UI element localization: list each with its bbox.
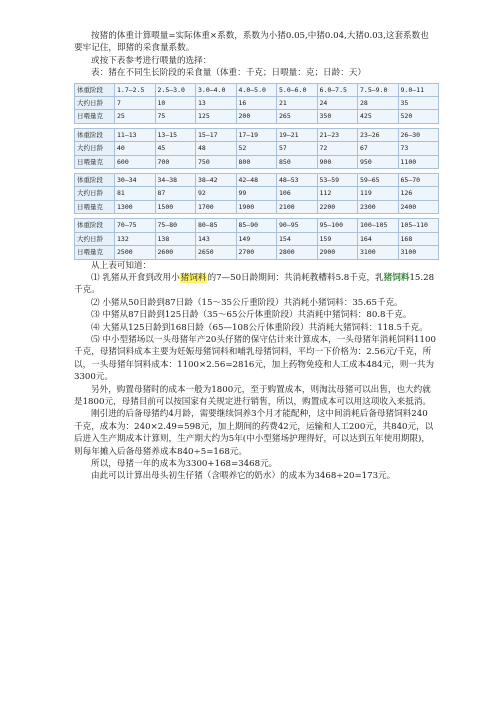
table-cell: 200: [236, 110, 277, 123]
row-label: 日喂量克: [75, 155, 115, 168]
list-item: ⑴ 乳猪从开食到改用小猪饲料的7—50日龄期间：共消耗教槽料5.8千克，乳猪饲料15.28千克。: [74, 272, 435, 296]
table-cell: 95—100: [317, 219, 358, 232]
table-row: [75, 174, 439, 187]
row-label: 大约日龄: [75, 142, 115, 155]
table-cell: 52: [236, 142, 277, 155]
body-paragraph: 刚引进的后备母猪约4月龄，需要继续饲养3个月才能配种，这中间消耗后备母猪饲料240千克，成本为：240×2.49=598元，加上期间的药费42元，运输和人工200元，共840元，以后进入生产期成本计算则，生产期大约为5年(中小型猪场护理得好，可以达到五年使用期限)，则每年摊入后备母猪养成本840÷5=168元。: [74, 409, 434, 457]
table-cell: 350: [317, 110, 358, 123]
table-cell: 75: [155, 110, 196, 123]
table-row: [75, 128, 439, 141]
table-cell: 5.0—6.0: [277, 83, 318, 96]
table-row: [75, 246, 439, 259]
feed-table: [74, 83, 436, 260]
document-page: [74, 30, 436, 483]
table-cell: 1500: [155, 200, 196, 213]
table-cell: 2600: [155, 246, 196, 259]
table-cell: 25: [115, 110, 156, 123]
table-cell: 126: [398, 187, 439, 200]
table-cell: 119: [358, 187, 399, 200]
table-block: [74, 218, 439, 259]
table-cell: 13: [196, 97, 237, 110]
table-cell: 2800: [277, 246, 318, 259]
table-cell: 81: [115, 187, 156, 200]
table-cell: 106: [277, 187, 318, 200]
body-paragraph: 由此可以计算出母头初生仔猪（含喂养它的奶水）的成本为3468÷20=173元。: [91, 471, 396, 482]
table-cell: 40: [115, 142, 156, 155]
table-row: [75, 219, 439, 232]
table-cell: 48: [196, 142, 237, 155]
row-label: 日喂量克: [75, 110, 115, 123]
table-cell: 16: [236, 97, 277, 110]
table-row: [75, 155, 439, 168]
table-cell: 48—53: [277, 174, 318, 187]
row-label: 体重阶段: [75, 219, 115, 232]
table-cell: 4.0—5.0: [236, 83, 277, 96]
table-cell: 45: [155, 142, 196, 155]
table-cell: 3100: [398, 246, 439, 259]
table-cell: 85—90: [236, 219, 277, 232]
table-cell: 168: [398, 232, 439, 245]
table-cell: 59—65: [358, 174, 399, 187]
row-label: 体重阶段: [75, 128, 115, 141]
table-cell: 950: [358, 155, 399, 168]
table-cell: 57: [277, 142, 318, 155]
table-cell: 65—70: [398, 174, 439, 187]
table-cell: 24: [317, 97, 358, 110]
table-cell: 2100: [277, 200, 318, 213]
table-cell: 75—80: [155, 219, 196, 232]
table-cell: 17—19: [236, 128, 277, 141]
row-label: 大约日龄: [75, 97, 115, 110]
row-label: 体重阶段: [75, 174, 115, 187]
table-cell: 13—15: [155, 128, 196, 141]
table-cell: 10: [155, 97, 196, 110]
table-cell: 87: [155, 187, 196, 200]
table-row: [75, 200, 439, 213]
row-label: 日喂量克: [75, 246, 115, 259]
table-cell: 132: [115, 232, 156, 245]
intro-line: 或按下表参考进行喂量的选择：: [91, 55, 212, 66]
table-block: [74, 173, 439, 214]
table-row: [75, 142, 439, 155]
table-cell: 700: [155, 155, 196, 168]
table-cell: 1.7—2.5: [115, 83, 156, 96]
table-cell: 1100: [398, 155, 439, 168]
table-row: [75, 232, 439, 245]
table-cell: 9.0—11: [398, 83, 439, 96]
table-cell: 143: [196, 232, 237, 245]
table-cell: 1300: [115, 200, 156, 213]
table-cell: 900: [317, 155, 358, 168]
table-cell: 3100: [358, 246, 399, 259]
table-cell: 73: [398, 142, 439, 155]
table-cell: 15—17: [196, 128, 237, 141]
table-cell: 750: [196, 155, 237, 168]
table-cell: 80—85: [196, 219, 237, 232]
list-item: ⑶ 中猪从87日龄到125日龄（35～65公斤体重阶段）共消耗中猪饲料：80.8千克。: [91, 310, 412, 321]
table-cell: 6.0—7.5: [317, 83, 358, 96]
table-cell: 38—42: [196, 174, 237, 187]
table-cell: 30—34: [115, 174, 156, 187]
table-row: [75, 187, 439, 200]
row-label: 日喂量克: [75, 200, 115, 213]
table-cell: 600: [115, 155, 156, 168]
row-label: 大约日龄: [75, 187, 115, 200]
table-cell: 800: [236, 155, 277, 168]
table-cell: 850: [277, 155, 318, 168]
table-cell: 23—26: [358, 128, 399, 141]
table-cell: 26—30: [398, 128, 439, 141]
table-cell: 159: [317, 232, 358, 245]
table-cell: 2.5—3.0: [155, 83, 196, 96]
table-cell: 28: [358, 97, 399, 110]
table-block: [74, 128, 439, 169]
table-cell: 34—38: [155, 174, 196, 187]
table-cell: 2200: [317, 200, 358, 213]
table-cell: 21—23: [317, 128, 358, 141]
table-cell: 99: [236, 187, 277, 200]
table-cell: 265: [277, 110, 318, 123]
intro-paragraph: 按猪的体重计算喂量=实际体重×系数，系数为小猪0.05,中猪0.04,大猪0.03,这套系数也要牢记住，即猪的采食量系数。: [74, 31, 429, 54]
table-cell: 112: [317, 187, 358, 200]
table-cell: 425: [358, 110, 399, 123]
table-row: [75, 97, 439, 110]
table-cell: 21: [277, 97, 318, 110]
table-cell: 42—48: [236, 174, 277, 187]
table-caption: 表：猪在不同生长阶段的采食量（体重：千克；日喂量：克；日龄：天）: [91, 68, 367, 79]
table-cell: 7.5—9.0: [358, 83, 399, 96]
table-cell: 1900: [236, 200, 277, 213]
table-cell: 92: [196, 187, 237, 200]
body-paragraph: 从上表可知道：: [91, 260, 152, 271]
table-cell: 164: [358, 232, 399, 245]
list-item: ⑷ 大猪从125日龄到168日龄（65—108公斤体重阶段）共消耗大猪饲料：118.5千克。: [91, 322, 428, 333]
table-cell: 7: [115, 97, 156, 110]
table-cell: 53—59: [317, 174, 358, 187]
list-item: ⑵ 小猪从50日龄到87日龄（15～35公斤重阶段）共消耗小猪饲料：35.65千克。: [91, 297, 403, 308]
table-cell: 105—110: [398, 219, 439, 232]
table-row: [75, 83, 439, 96]
table-cell: 138: [155, 232, 196, 245]
table-cell: 154: [277, 232, 318, 245]
table-cell: 70—75: [115, 219, 156, 232]
table-cell: 149: [236, 232, 277, 245]
list-item: ⑸ 中小型猪场以一头母猪年产20头仔猪的保守估计来计算成本，一头母猪年消耗饲料1100千克，母猪饲料成本主要为妊娠母猪饲料和哺乳母猪饲料，平均一下价格为：2.56元/千克，所以，一头母猪年饲料成本：1100×2.56=2816元，加上药物免疫和人工成本484元，则一共为3300元。: [74, 334, 436, 383]
table-cell: 2400: [398, 200, 439, 213]
table-cell: 72: [317, 142, 358, 155]
body-paragraph: 另外，购置母猪时的成本一般为1800元，至于购置成本，则淘汰母猪可以出售，也大约就是1800元，母猪目前可以按国家有关规定进行销售，所以，购置成本可以用这项收入来抵消。: [74, 384, 432, 407]
body-paragraph: 所以，母猪一年的成本为3300+168=3468元。: [91, 459, 278, 469]
highlight-green: 猪饲料: [383, 272, 410, 283]
table-cell: 19—21: [277, 128, 318, 141]
table-cell: 11—13: [115, 128, 156, 141]
table-cell: 2700: [236, 246, 277, 259]
table-row: [75, 110, 439, 123]
table-cell: 2500: [115, 246, 156, 259]
table-cell: 125: [196, 110, 237, 123]
highlight: 猪饲料: [180, 272, 207, 283]
table-cell: 2650: [196, 246, 237, 259]
table-cell: 3.0—4.0: [196, 83, 237, 96]
table-cell: 2300: [358, 200, 399, 213]
table-cell: 90—95: [277, 219, 318, 232]
table-block: [74, 83, 439, 124]
table-cell: 67: [358, 142, 399, 155]
table-cell: 520: [398, 110, 439, 123]
table-cell: 2900: [317, 246, 358, 259]
row-label: 大约日龄: [75, 232, 115, 245]
table-cell: 100—105: [358, 219, 399, 232]
row-label: 体重阶段: [75, 83, 115, 96]
table-cell: 1700: [196, 200, 237, 213]
table-cell: 35: [398, 97, 439, 110]
